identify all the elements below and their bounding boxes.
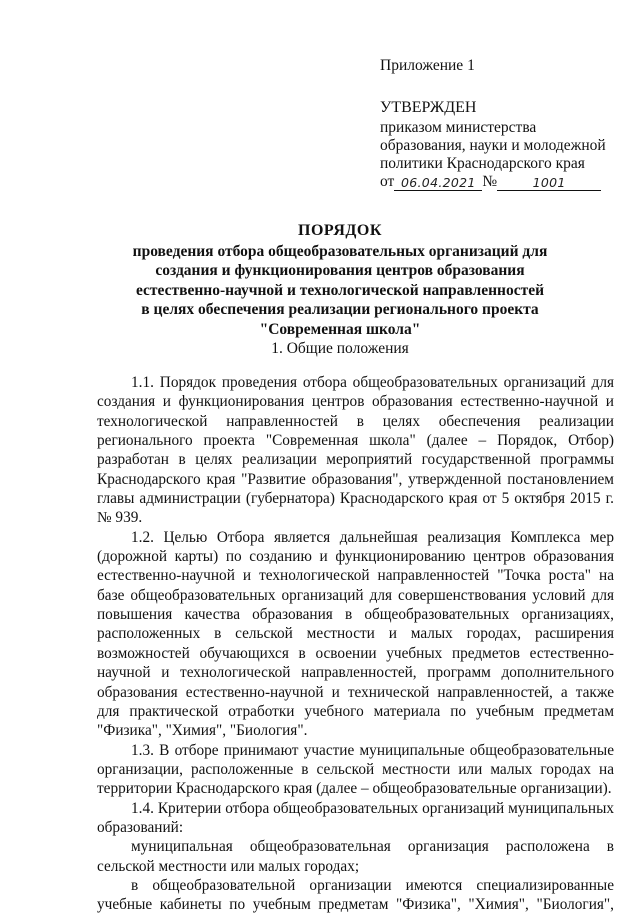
section-heading: 1. Общие положения [271, 340, 409, 357]
title-line: проведения отбора общеобразовательных организаций для [132, 242, 548, 260]
paragraph-1-4: 1.4. Критерии отбора общеобразовательных организаций муниципальных образований: [97, 799, 614, 836]
order-number-handwritten: 1001 [497, 175, 601, 191]
paragraph-1-3: 1.3. В отборе принимают участие муниципальные общеобразовательные организации, расположенные в сельской местности или малых городах на территории Краснодарского края (далее – общеобразовательные организации). [97, 741, 614, 798]
title-line: создания и функционирования центров образования [155, 262, 525, 280]
title-main: ПОРЯДОК [298, 222, 382, 239]
approval-line: политики Краснодарского края [380, 155, 585, 172]
number-label: № [482, 173, 498, 190]
approval-line: приказом министерства [380, 119, 537, 136]
paragraph-1-1: 1.1. Порядок проведения отбора общеобразовательных организаций для создания и функционирования центров образования естественно-научной и технологической направленностей в целях обеспечения реализации регионального проекта "Современная школа" (далее – Порядок, Отбор) разработан в целях реализации мероприятий государственной программы Краснодарского края "Развитие образования", утвержденной постановлением главы администрации (губернатора) Краснодарского края от 5 октября 2015 г. № 939. [97, 374, 614, 527]
title-line: в целях обеспечения реализации регионального проекта [141, 301, 539, 319]
criterion-item: муниципальная общеобразовательная организация расположена в сельской местности или малых городах; [97, 838, 614, 875]
approval-line: образования, науки и молодежной [380, 137, 606, 154]
annex-label: Приложение 1 [380, 57, 475, 74]
from-label: от [380, 173, 395, 190]
document-title [80, 221, 600, 340]
document-body [97, 373, 614, 915]
title-line: естественно-научной и технологической направленностей [135, 281, 545, 299]
order-date-number-line [380, 173, 630, 191]
order-date-handwritten: 06.04.2021 [394, 175, 482, 191]
paragraph-1-2: 1.2. Целью Отбора является дальнейшая реализация Комплекса мер (дорожной карты) по созданию и функционированию центров образования естественно-научной и технологической направленностей "Точка роста" на базе общеобразовательных организаций для совершенствования условий для повышения качества образования в общеобразовательных организациях, расположенных в сельской местности и малых городах, расширения возможностей обучающихся в освоении учебных предметов естественно-научной и технологической направленностей, программ дополнительного образования естественно-научной и технической направленностей, а также для практической отработки учебного материала по учебным предметам "Физика", "Химия", "Биология". [97, 528, 614, 740]
approval-block [380, 57, 630, 191]
title-line: "Современная школа" [259, 320, 421, 338]
approved-stamp-label: УТВЕРЖДЕН [380, 99, 477, 116]
criterion-item: в общеобразовательной организации имеются специализированные учебные кабинеты по учебным предметам "Физика", "Химия", "Биология", [97, 876, 614, 914]
